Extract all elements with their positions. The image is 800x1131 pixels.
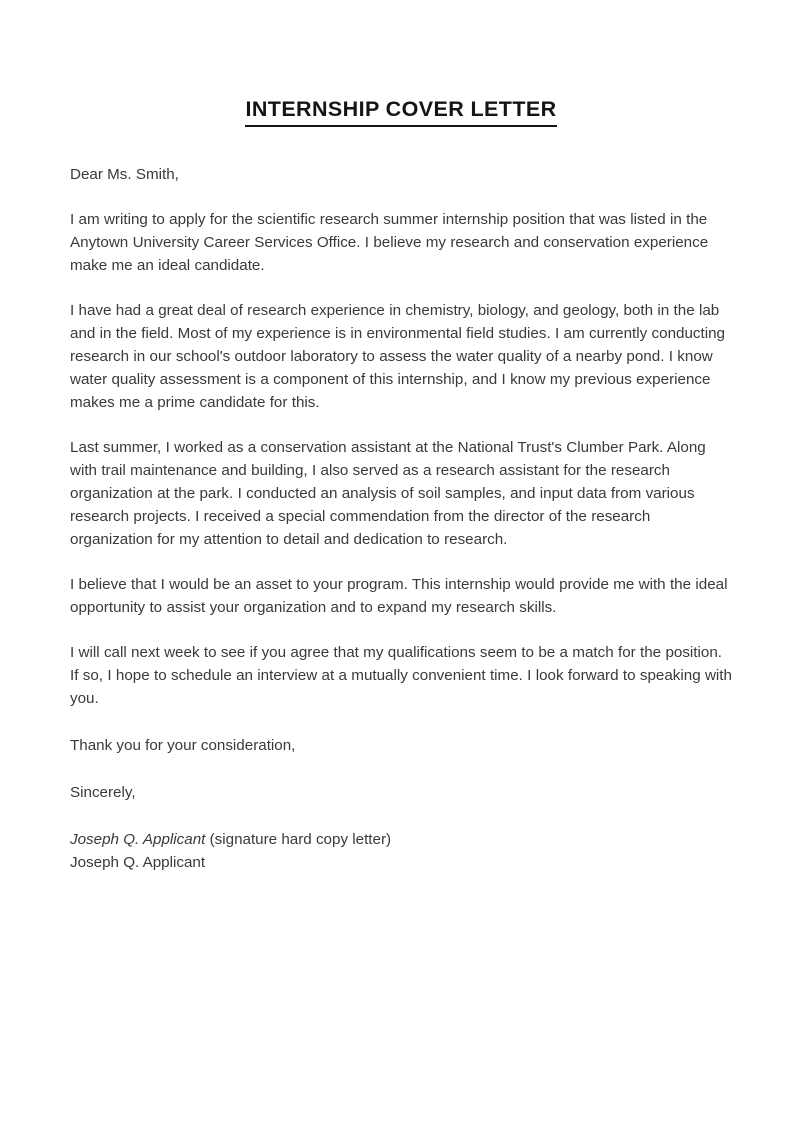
signature-line [70,828,732,851]
page-title-text: INTERNSHIP COVER LETTER [245,97,556,127]
letter-paragraph: Last summer, I worked as a conservation assistant at the National Trust's Clumber Park. Along with trail maintenance and building, I also served as a research assistant for the research organization at the park. I conducted an analysis of soil samples, and input data from various research projects. I received a special commendation from the director of the research organization for my attention to detail and dedication to research. [70,438,706,548]
letter-paragraph: I have had a great deal of research experience in chemistry, biology, and geology, both in the lab and in the field. Most of my experience is in environmental field studies. I am currently conducting research in our school's outdoor laboratory to assess the water quality of a nearby pond. I know water quality assessment is a component of this internship, and I know my previous experience makes me a prime candidate for this. [70,301,725,411]
page-title [70,0,732,127]
typed-name: Joseph Q. Applicant [70,853,206,871]
cover-letter-body [70,0,732,874]
signoff-line: Sincerely, [70,783,136,801]
thank-you-line: Thank you for your consideration, [70,736,296,754]
letter-paragraph: I believe that I would be an asset to your program. This internship would provide me with the ideal opportunity to assist your organization and to expand my research skills. [70,575,728,616]
letter-paragraphs [70,186,732,710]
letter-paragraph: I will call next week to see if you agree that my qualifications seem to be a match for the position. If so, I hope to schedule an interview at a mutually convenient time. I look forward to speaking with you. [70,643,732,707]
signature-block [70,804,732,874]
signature-name: Joseph Q. Applicant [70,830,206,848]
signature-note: (signature hard copy letter) [205,830,392,848]
letter-paragraph: I am writing to apply for the scientific research summer internship position that was listed in the Anytown University Career Services Office. I believe my research and conservation experience make me an ideal candidate. [70,210,709,274]
salutation: Dear Ms. Smith, [70,165,179,183]
